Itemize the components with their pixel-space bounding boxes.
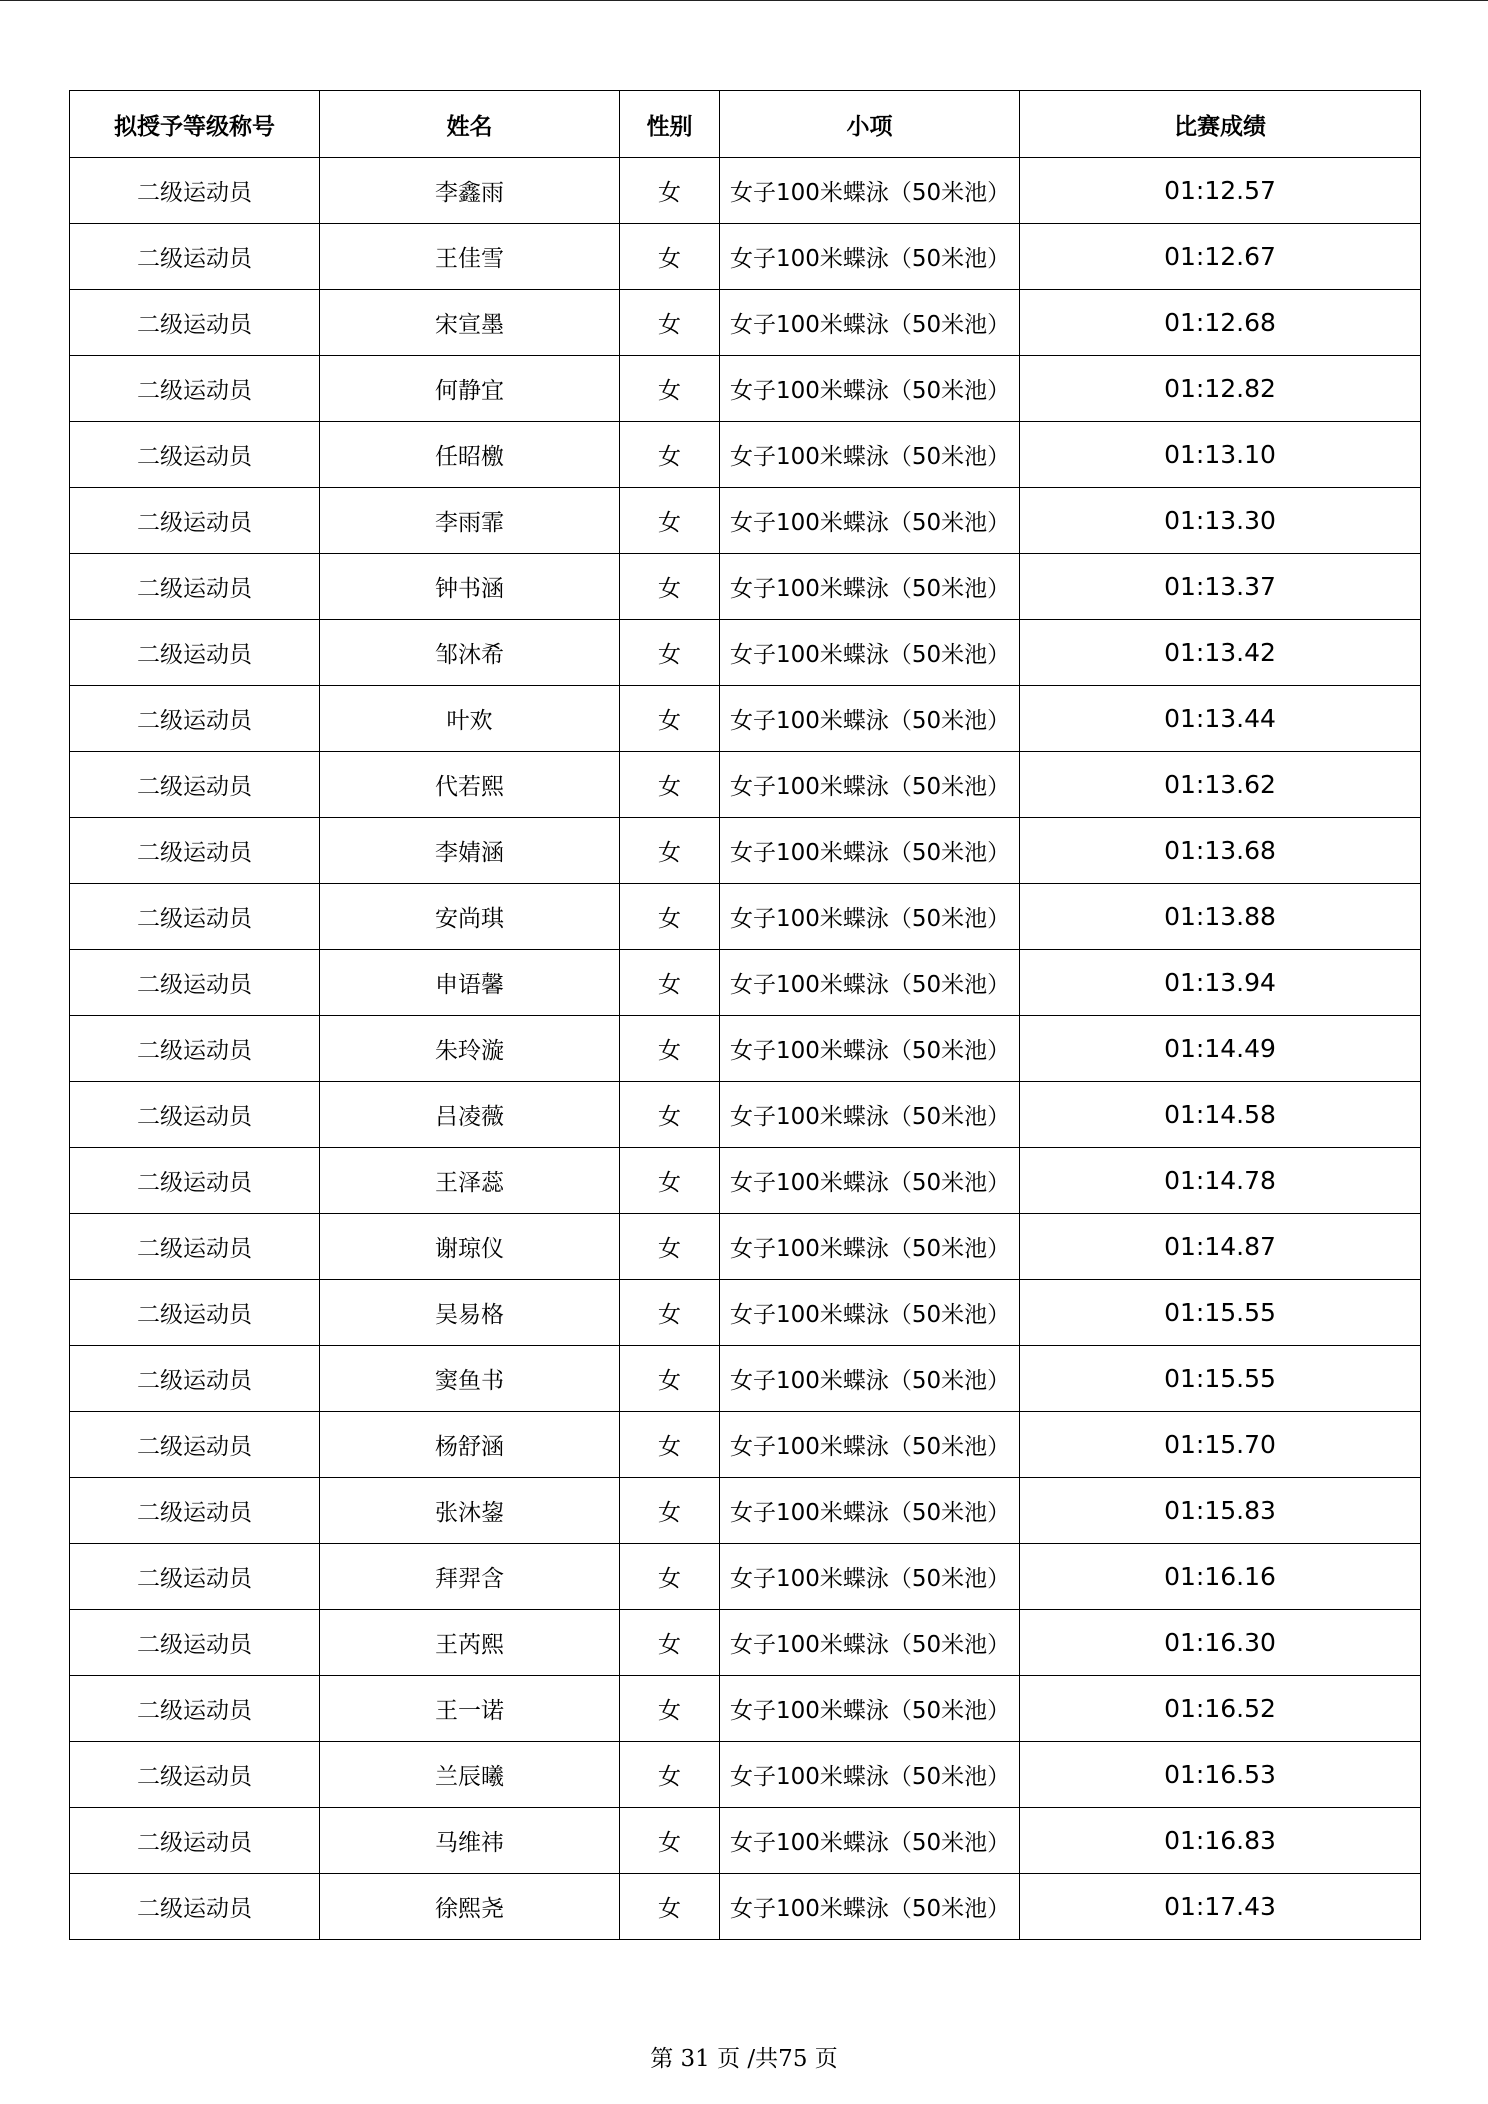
cell-gender: 女 bbox=[620, 1676, 720, 1742]
cell-name: 谢琼仪 bbox=[320, 1214, 620, 1280]
table-row bbox=[70, 290, 1421, 356]
cell-grade-title: 二级运动员 bbox=[70, 686, 320, 752]
cell-result: 01:12.57 bbox=[1020, 158, 1421, 224]
cell-result: 01:16.30 bbox=[1020, 1610, 1421, 1676]
cell-gender: 女 bbox=[620, 1412, 720, 1478]
cell-name: 朱玲漩 bbox=[320, 1016, 620, 1082]
table-row bbox=[70, 686, 1421, 752]
cell-grade-title: 二级运动员 bbox=[70, 1280, 320, 1346]
cell-name: 钟书涵 bbox=[320, 554, 620, 620]
cell-event: 女子100米蝶泳（50米池） bbox=[720, 290, 1020, 356]
cell-grade-title: 二级运动员 bbox=[70, 1676, 320, 1742]
cell-name: 何静宜 bbox=[320, 356, 620, 422]
cell-grade-title: 二级运动员 bbox=[70, 1082, 320, 1148]
table-row bbox=[70, 818, 1421, 884]
cell-gender: 女 bbox=[620, 1874, 720, 1940]
table-row bbox=[70, 1280, 1421, 1346]
cell-result: 01:14.87 bbox=[1020, 1214, 1421, 1280]
cell-name: 兰辰曦 bbox=[320, 1742, 620, 1808]
cell-gender: 女 bbox=[620, 1742, 720, 1808]
cell-name: 宋宣墨 bbox=[320, 290, 620, 356]
cell-name: 拜羿含 bbox=[320, 1544, 620, 1610]
cell-grade-title: 二级运动员 bbox=[70, 422, 320, 488]
header-result: 比赛成绩 bbox=[1020, 91, 1421, 158]
table-row bbox=[70, 1148, 1421, 1214]
cell-result: 01:13.62 bbox=[1020, 752, 1421, 818]
cell-name: 吕凌薇 bbox=[320, 1082, 620, 1148]
cell-event: 女子100米蝶泳（50米池） bbox=[720, 1412, 1020, 1478]
cell-grade-title: 二级运动员 bbox=[70, 1808, 320, 1874]
cell-result: 01:13.94 bbox=[1020, 950, 1421, 1016]
cell-gender: 女 bbox=[620, 884, 720, 950]
cell-event: 女子100米蝶泳（50米池） bbox=[720, 1016, 1020, 1082]
cell-event: 女子100米蝶泳（50米池） bbox=[720, 1280, 1020, 1346]
cell-name: 王芮熙 bbox=[320, 1610, 620, 1676]
cell-result: 01:14.58 bbox=[1020, 1082, 1421, 1148]
cell-name: 邹沐希 bbox=[320, 620, 620, 686]
cell-grade-title: 二级运动员 bbox=[70, 818, 320, 884]
cell-gender: 女 bbox=[620, 1280, 720, 1346]
table-row bbox=[70, 422, 1421, 488]
cell-name: 吴易格 bbox=[320, 1280, 620, 1346]
cell-gender: 女 bbox=[620, 1214, 720, 1280]
table-row bbox=[70, 884, 1421, 950]
cell-result: 01:15.55 bbox=[1020, 1346, 1421, 1412]
cell-result: 01:13.42 bbox=[1020, 620, 1421, 686]
cell-gender: 女 bbox=[620, 950, 720, 1016]
cell-event: 女子100米蝶泳（50米池） bbox=[720, 1676, 1020, 1742]
cell-grade-title: 二级运动员 bbox=[70, 1346, 320, 1412]
cell-name: 张沐鋆 bbox=[320, 1478, 620, 1544]
cell-name: 申语馨 bbox=[320, 950, 620, 1016]
cell-event: 女子100米蝶泳（50米池） bbox=[720, 620, 1020, 686]
cell-grade-title: 二级运动员 bbox=[70, 1214, 320, 1280]
cell-event: 女子100米蝶泳（50米池） bbox=[720, 1808, 1020, 1874]
table-body bbox=[70, 158, 1421, 1940]
cell-event: 女子100米蝶泳（50米池） bbox=[720, 1346, 1020, 1412]
table-row bbox=[70, 1808, 1421, 1874]
cell-name: 马维祎 bbox=[320, 1808, 620, 1874]
table-header bbox=[70, 91, 1421, 158]
table-row bbox=[70, 950, 1421, 1016]
cell-result: 01:13.44 bbox=[1020, 686, 1421, 752]
table-row bbox=[70, 1412, 1421, 1478]
header-grade-title: 拟授予等级称号 bbox=[70, 91, 320, 158]
cell-gender: 女 bbox=[620, 818, 720, 884]
cell-event: 女子100米蝶泳（50米池） bbox=[720, 1610, 1020, 1676]
cell-result: 01:17.43 bbox=[1020, 1874, 1421, 1940]
table-row bbox=[70, 158, 1421, 224]
cell-grade-title: 二级运动员 bbox=[70, 158, 320, 224]
cell-gender: 女 bbox=[620, 1610, 720, 1676]
cell-grade-title: 二级运动员 bbox=[70, 290, 320, 356]
cell-gender: 女 bbox=[620, 1544, 720, 1610]
header-gender: 性别 bbox=[620, 91, 720, 158]
cell-grade-title: 二级运动员 bbox=[70, 1874, 320, 1940]
cell-name: 杨舒涵 bbox=[320, 1412, 620, 1478]
table-row bbox=[70, 554, 1421, 620]
cell-gender: 女 bbox=[620, 158, 720, 224]
cell-grade-title: 二级运动员 bbox=[70, 1610, 320, 1676]
cell-gender: 女 bbox=[620, 1148, 720, 1214]
cell-event: 女子100米蝶泳（50米池） bbox=[720, 1148, 1020, 1214]
table-row bbox=[70, 488, 1421, 554]
table-row bbox=[70, 1610, 1421, 1676]
cell-event: 女子100米蝶泳（50米池） bbox=[720, 422, 1020, 488]
cell-gender: 女 bbox=[620, 752, 720, 818]
table-row bbox=[70, 1016, 1421, 1082]
cell-name: 代若熙 bbox=[320, 752, 620, 818]
cell-result: 01:14.49 bbox=[1020, 1016, 1421, 1082]
cell-result: 01:15.83 bbox=[1020, 1478, 1421, 1544]
cell-result: 01:13.88 bbox=[1020, 884, 1421, 950]
cell-gender: 女 bbox=[620, 1016, 720, 1082]
cell-result: 01:13.68 bbox=[1020, 818, 1421, 884]
cell-gender: 女 bbox=[620, 686, 720, 752]
table-row bbox=[70, 356, 1421, 422]
cell-result: 01:12.68 bbox=[1020, 290, 1421, 356]
cell-name: 李雨霏 bbox=[320, 488, 620, 554]
table-row bbox=[70, 1874, 1421, 1940]
cell-grade-title: 二级运动员 bbox=[70, 1412, 320, 1478]
table-row bbox=[70, 1742, 1421, 1808]
cell-grade-title: 二级运动员 bbox=[70, 884, 320, 950]
cell-result: 01:13.37 bbox=[1020, 554, 1421, 620]
cell-event: 女子100米蝶泳（50米池） bbox=[720, 356, 1020, 422]
cell-grade-title: 二级运动员 bbox=[70, 488, 320, 554]
cell-grade-title: 二级运动员 bbox=[70, 1016, 320, 1082]
cell-event: 女子100米蝶泳（50米池） bbox=[720, 488, 1020, 554]
cell-result: 01:14.78 bbox=[1020, 1148, 1421, 1214]
cell-gender: 女 bbox=[620, 356, 720, 422]
cell-event: 女子100米蝶泳（50米池） bbox=[720, 1874, 1020, 1940]
cell-event: 女子100米蝶泳（50米池） bbox=[720, 1478, 1020, 1544]
athlete-grade-table bbox=[69, 90, 1421, 1940]
header-name: 姓名 bbox=[320, 91, 620, 158]
cell-event: 女子100米蝶泳（50米池） bbox=[720, 554, 1020, 620]
cell-result: 01:16.83 bbox=[1020, 1808, 1421, 1874]
cell-event: 女子100米蝶泳（50米池） bbox=[720, 884, 1020, 950]
cell-name: 徐熙尧 bbox=[320, 1874, 620, 1940]
table-row bbox=[70, 1082, 1421, 1148]
cell-name: 王泽蕊 bbox=[320, 1148, 620, 1214]
cell-name: 安尚琪 bbox=[320, 884, 620, 950]
header-row bbox=[70, 91, 1421, 158]
cell-gender: 女 bbox=[620, 422, 720, 488]
cell-event: 女子100米蝶泳（50米池） bbox=[720, 950, 1020, 1016]
header-event: 小项 bbox=[720, 91, 1020, 158]
table-row bbox=[70, 1478, 1421, 1544]
cell-grade-title: 二级运动员 bbox=[70, 356, 320, 422]
cell-grade-title: 二级运动员 bbox=[70, 1742, 320, 1808]
cell-name: 任昭檄 bbox=[320, 422, 620, 488]
cell-grade-title: 二级运动员 bbox=[70, 1544, 320, 1610]
cell-name: 李鑫雨 bbox=[320, 158, 620, 224]
cell-grade-title: 二级运动员 bbox=[70, 950, 320, 1016]
cell-result: 01:12.67 bbox=[1020, 224, 1421, 290]
cell-gender: 女 bbox=[620, 488, 720, 554]
cell-event: 女子100米蝶泳（50米池） bbox=[720, 752, 1020, 818]
table-row bbox=[70, 752, 1421, 818]
cell-gender: 女 bbox=[620, 554, 720, 620]
cell-name: 王一诺 bbox=[320, 1676, 620, 1742]
cell-grade-title: 二级运动员 bbox=[70, 554, 320, 620]
cell-event: 女子100米蝶泳（50米池） bbox=[720, 1082, 1020, 1148]
table-row bbox=[70, 1346, 1421, 1412]
table-row bbox=[70, 1544, 1421, 1610]
cell-name: 窦鱼书 bbox=[320, 1346, 620, 1412]
cell-gender: 女 bbox=[620, 1478, 720, 1544]
cell-result: 01:13.30 bbox=[1020, 488, 1421, 554]
table-row bbox=[70, 224, 1421, 290]
cell-grade-title: 二级运动员 bbox=[70, 224, 320, 290]
cell-gender: 女 bbox=[620, 1808, 720, 1874]
cell-event: 女子100米蝶泳（50米池） bbox=[720, 1742, 1020, 1808]
table-row bbox=[70, 1214, 1421, 1280]
cell-result: 01:16.53 bbox=[1020, 1742, 1421, 1808]
cell-event: 女子100米蝶泳（50米池） bbox=[720, 1214, 1020, 1280]
cell-result: 01:13.10 bbox=[1020, 422, 1421, 488]
cell-event: 女子100米蝶泳（50米池） bbox=[720, 158, 1020, 224]
cell-event: 女子100米蝶泳（50米池） bbox=[720, 1544, 1020, 1610]
cell-gender: 女 bbox=[620, 224, 720, 290]
cell-grade-title: 二级运动员 bbox=[70, 752, 320, 818]
cell-result: 01:12.82 bbox=[1020, 356, 1421, 422]
cell-result: 01:15.70 bbox=[1020, 1412, 1421, 1478]
table-row bbox=[70, 1676, 1421, 1742]
cell-event: 女子100米蝶泳（50米池） bbox=[720, 818, 1020, 884]
cell-event: 女子100米蝶泳（50米池） bbox=[720, 224, 1020, 290]
table-row bbox=[70, 620, 1421, 686]
page-number: 第 31 页 /共75 页 bbox=[650, 2046, 838, 2072]
cell-result: 01:16.52 bbox=[1020, 1676, 1421, 1742]
cell-grade-title: 二级运动员 bbox=[70, 1148, 320, 1214]
cell-gender: 女 bbox=[620, 620, 720, 686]
cell-name: 王佳雪 bbox=[320, 224, 620, 290]
cell-event: 女子100米蝶泳（50米池） bbox=[720, 686, 1020, 752]
cell-result: 01:15.55 bbox=[1020, 1280, 1421, 1346]
cell-name: 叶欢 bbox=[320, 686, 620, 752]
cell-grade-title: 二级运动员 bbox=[70, 620, 320, 686]
cell-gender: 女 bbox=[620, 1082, 720, 1148]
top-border-line bbox=[0, 0, 1488, 1]
cell-gender: 女 bbox=[620, 1346, 720, 1412]
cell-gender: 女 bbox=[620, 290, 720, 356]
cell-name: 李婧涵 bbox=[320, 818, 620, 884]
cell-grade-title: 二级运动员 bbox=[70, 1478, 320, 1544]
cell-result: 01:16.16 bbox=[1020, 1544, 1421, 1610]
